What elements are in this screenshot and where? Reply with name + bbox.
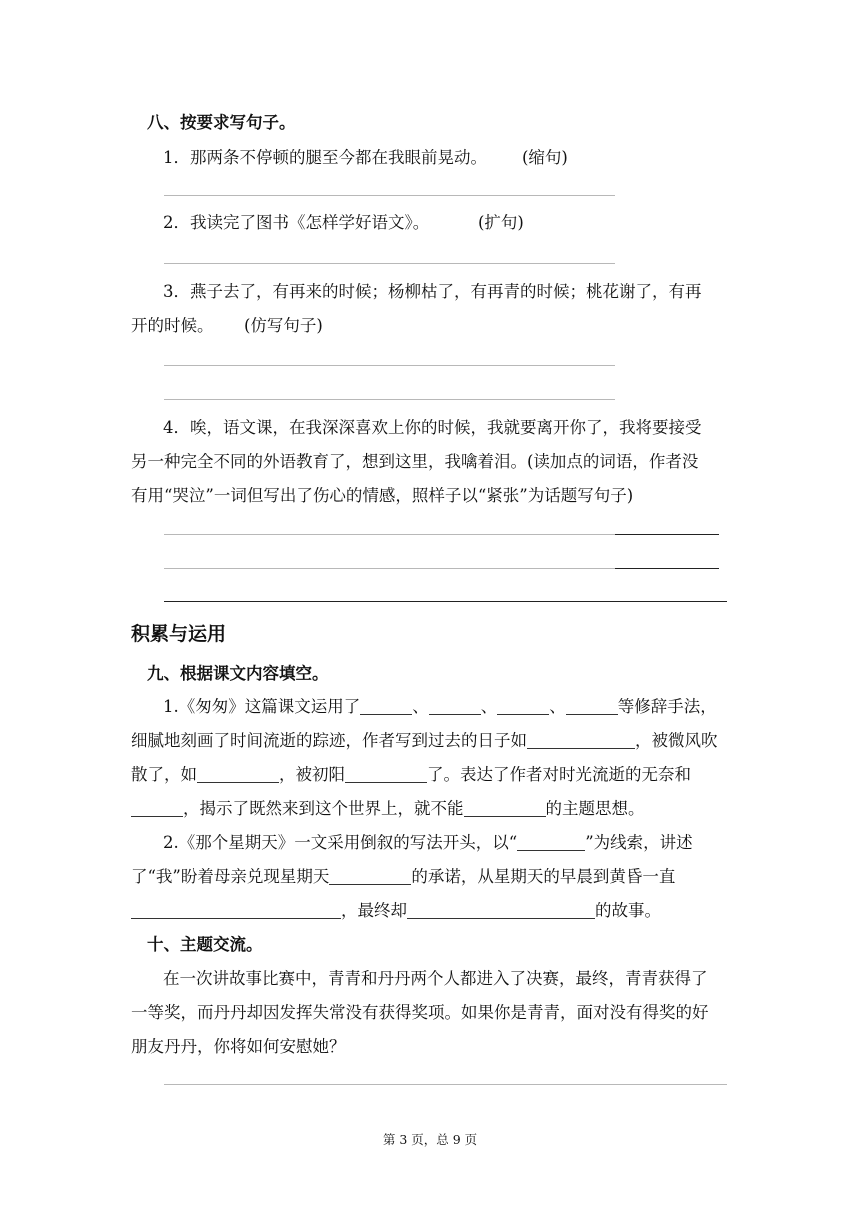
q8-1-note: (缩句) xyxy=(522,148,568,167)
answer-line-8-4c[interactable] xyxy=(164,601,727,602)
answer-line-8-4a-end xyxy=(615,534,719,535)
separator: 、 xyxy=(480,697,498,716)
q9-1-text-c: 细腻地刻画了时间流逝的踪迹，作者写到过去的日子如 xyxy=(131,731,527,750)
blank-9-1-c[interactable] xyxy=(497,697,549,715)
q8-4-line2: 另一种完全不同的外语教育了，想到这里，我噙着泪。(读加点的词语，作者没 xyxy=(131,452,699,471)
blank-9-2-d[interactable] xyxy=(407,901,595,919)
q10-line3: 朋友丹丹，你将如何安慰她？ xyxy=(131,1037,346,1056)
answer-line-8-4a[interactable] xyxy=(164,534,615,535)
section-9-title: 九、根据课文内容填空。 xyxy=(147,664,329,683)
answer-line-8-4b-end xyxy=(615,568,719,569)
q9-2-line3 xyxy=(131,901,661,921)
q9-1-text-e: 散了，如 xyxy=(131,765,197,784)
q8-3-line1: 3．燕子去了，有再来的时候；杨柳枯了，有再青的时候；桃花谢了，有再 xyxy=(163,282,702,301)
q9-1-text-i: 的主题思想。 xyxy=(545,799,645,818)
q9-1-text-g: 了。表达了作者对时光流逝的无奈和 xyxy=(427,765,691,784)
section-heading: 积累与运用 xyxy=(131,623,227,645)
q10-line2: 一等奖，而丹丹却因发挥失常没有获得奖项。如果你是青青，面对没有得奖的好 xyxy=(131,1003,709,1022)
q8-1-text: 1．那两条不停顿的腿至今都在我眼前晃动。 xyxy=(163,148,487,167)
q8-2-note: (扩句) xyxy=(478,213,524,232)
q9-2-text-f: 的故事。 xyxy=(595,901,661,920)
q8-2-text: 2．我读完了图书《怎样学好语文》。 xyxy=(163,213,430,232)
q9-1-line4 xyxy=(131,799,645,819)
answer-line-8-4b[interactable] xyxy=(164,568,615,569)
q9-1-line1 xyxy=(163,697,717,717)
blank-9-1-a[interactable] xyxy=(360,697,412,715)
q8-3-note: (仿写句子) xyxy=(244,316,323,335)
separator: 、 xyxy=(412,697,429,716)
q9-2-text-c: 了“我”盼着母亲兑现星期天 xyxy=(131,867,330,886)
q9-1-text-d: ，被微风吹 xyxy=(635,731,718,750)
blank-9-1-d[interactable] xyxy=(566,697,618,715)
q9-2-line2 xyxy=(131,867,675,887)
blank-9-1-f[interactable] xyxy=(197,765,279,783)
q10-line1: 在一次讲故事比赛中，青青和丹丹两个人都进入了决赛，最终，青青获得了 xyxy=(163,969,708,988)
blank-9-1-b[interactable] xyxy=(429,697,481,715)
q9-2-text-b: ”为线索，讲述 xyxy=(585,833,693,852)
q9-1-line3 xyxy=(131,765,691,785)
q9-2-text-d: 的承诺，从星期天的早晨到黄昏一直 xyxy=(411,867,676,886)
q9-2-line1 xyxy=(163,833,693,853)
answer-line-8-1[interactable] xyxy=(164,195,615,196)
blank-9-2-b[interactable] xyxy=(329,867,411,885)
q9-1-text-h: ，揭示了既然来到这个世界上，就不能 xyxy=(183,799,464,818)
q9-1-text-f: ，被初阳 xyxy=(279,765,345,784)
q8-4-line1: 4．唉，语文课，在我深深喜欢上你的时候，我就要离开你了，我将要接受 xyxy=(163,418,702,437)
q9-1-text-a: 1.《匆匆》这篇课文运用了 xyxy=(163,697,361,716)
q9-1-text-b: 等修辞手法， xyxy=(617,697,717,716)
q9-2-text-a: 2.《那个星期天》一文采用倒叙的写法开头，以“ xyxy=(163,833,518,852)
page-footer: 第 3 页，总 9 页 xyxy=(382,1132,478,1147)
q9-2-text-e: ，最终却 xyxy=(341,901,407,920)
blank-9-2-c[interactable] xyxy=(131,901,341,919)
blank-9-1-i[interactable] xyxy=(464,799,546,817)
answer-line-8-2[interactable] xyxy=(164,263,615,264)
q9-1-line2 xyxy=(131,731,718,751)
section-10-title: 十、主题交流。 xyxy=(147,935,263,954)
blank-9-1-e[interactable] xyxy=(527,731,635,749)
blank-9-1-h[interactable] xyxy=(131,799,183,817)
blank-9-1-g[interactable] xyxy=(345,765,427,783)
separator: 、 xyxy=(549,697,566,716)
blank-9-2-a[interactable] xyxy=(517,833,585,851)
answer-line-8-3b[interactable] xyxy=(164,399,615,400)
q8-4-line3: 有用“哭泣”一词但写出了伤心的情感，照样子以“紧张”为话题写句子) xyxy=(131,486,634,505)
answer-line-8-3a[interactable] xyxy=(164,365,615,366)
q8-3-line2: 开的时候。 xyxy=(131,316,214,335)
answer-line-10[interactable] xyxy=(164,1084,727,1085)
section-8-title: 八、按要求写句子。 xyxy=(147,113,296,132)
